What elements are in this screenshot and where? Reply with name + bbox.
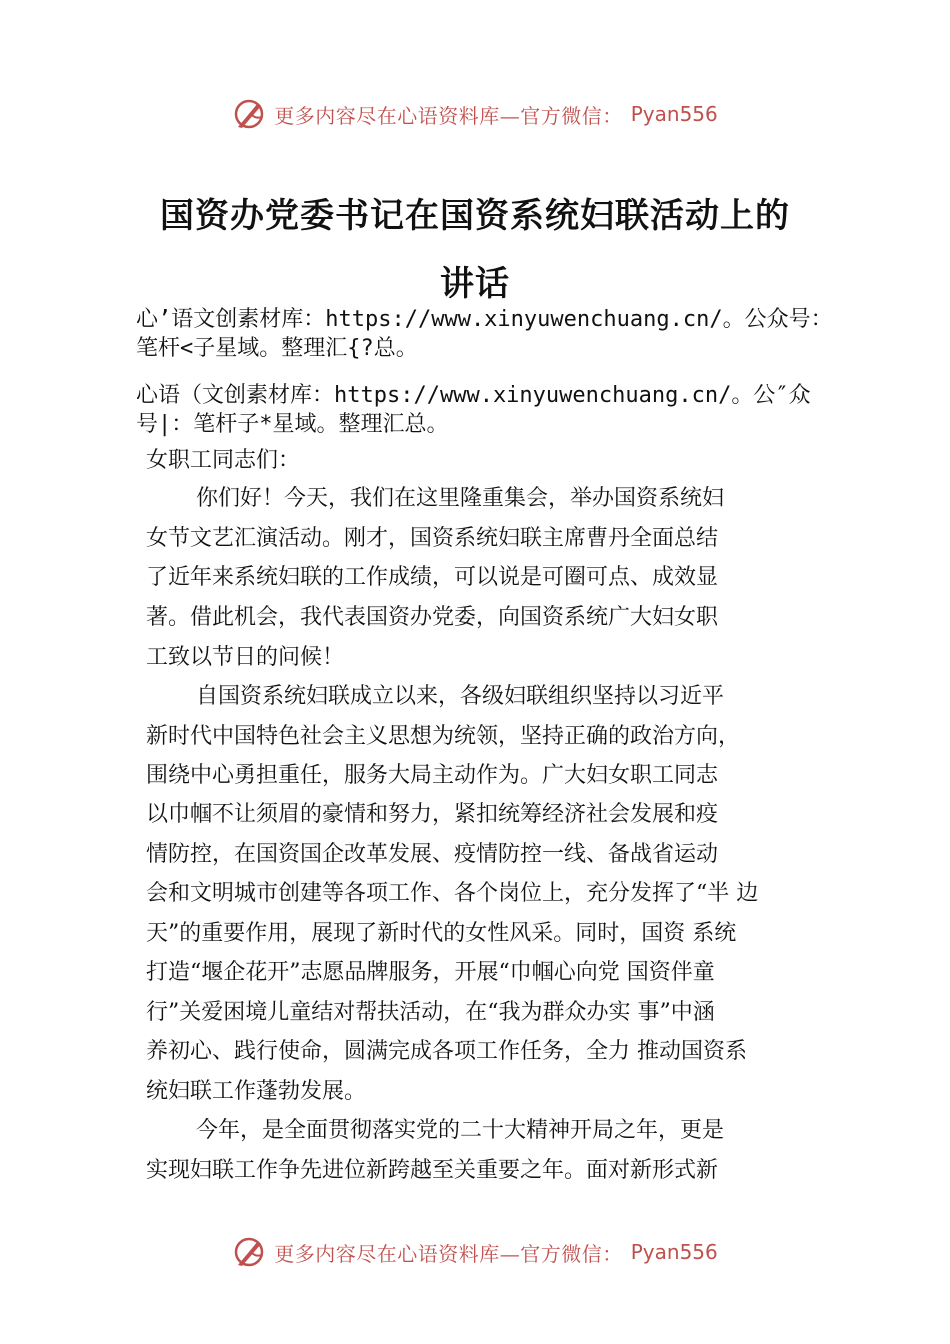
paragraph-line: 天”的重要作用，展现了新时代的女性风采。同时，国资 系统 (146, 921, 737, 946)
paragraph-line: 围绕中心勇担重任，服务大局主动作为。广大妇女职工同志 (146, 763, 719, 788)
quill-pen-logo-icon (232, 97, 266, 131)
paragraph-line: 行”关爱困境儿童结对帮扶活动，在“我为群众办实 事”中涵 (146, 1000, 715, 1025)
paragraph-line: 自国资系统妇联成立以来，各级妇联组织坚持以习近平 (196, 684, 725, 709)
paragraph-line: 新时代中国特色社会主义思想为统领，坚持正确的政治方向， (146, 724, 741, 749)
document-title-line-2: 讲话 (440, 264, 510, 304)
paragraph-line: 了近年来系统妇联的工作成绩，可以说是可圈可点、成效显 (146, 565, 719, 590)
paragraph-line: 统妇联工作蓬勃发展。 (146, 1079, 367, 1104)
paragraph-line: 会和文明城市创建等各项工作、各个岗位上，充分发挥了“半 边 (146, 881, 759, 906)
paragraph-line: 养初心、践行使命，圆满完成各项工作任务，全力 推动国资系 (146, 1039, 747, 1064)
paragraph-line: 实现妇联工作争先进位新跨越至关重要之年。面对新形式新 (146, 1158, 719, 1183)
quill-pen-logo-icon (232, 1235, 266, 1269)
paragraph-line: 今年，是全面贯彻落实党的二十大精神开局之年，更是 (196, 1118, 725, 1143)
paragraph-line: 工致以节日的问候！ (146, 645, 345, 670)
paragraph-line: 著。借此机会，我代表国资办党委，向国资系统广大妇女职 (146, 605, 719, 630)
paragraph-line: 打造“堰企花开”志愿品牌服务，开展“巾帼心向党 国资伴童 (146, 960, 715, 985)
source-note (136, 381, 866, 439)
salutation: 女职工同志们： (146, 448, 301, 473)
source-note-line: 心’语文创素材库：https://www.xinyuwenchuang.cn/。公众号： (136, 307, 833, 332)
paragraph-line: 你们好！今天，我们在这里隆重集会，举办国资系统妇 (196, 486, 725, 511)
header-banner (0, 94, 950, 134)
footer-banner (0, 1232, 950, 1272)
banner-text: 更多内容尽在心语资料库—官方微信： (274, 103, 623, 128)
banner-wechat-id: Pyan556 (630, 1240, 718, 1264)
source-note-line: 笔杆<子星域。整理汇{?总。 (136, 336, 418, 361)
source-note (136, 305, 866, 363)
source-note-line: 心语（文创素材库：https://www.xinyuwenchuang.cn/。公″众 (136, 383, 811, 408)
paragraph-line: 女节文艺汇演活动。刚才，国资系统妇联主席曹丹全面总结 (146, 526, 719, 551)
banner-wechat-id: Pyan556 (630, 102, 718, 126)
paragraph-line: 以巾帼不让须眉的豪情和努力，紧扣统筹经济社会发展和疫 (146, 802, 719, 827)
banner-text: 更多内容尽在心语资料库—官方微信： (274, 1241, 623, 1266)
document-title-line-1: 国资办党委书记在国资系统妇联活动上的 (160, 196, 790, 236)
source-note-line: 号|：笔杆子*星域。整理汇总。 (136, 412, 449, 437)
paragraph-line: 情防控，在国资国企改革发展、疫情防控一线、备战省运动 (146, 842, 719, 867)
